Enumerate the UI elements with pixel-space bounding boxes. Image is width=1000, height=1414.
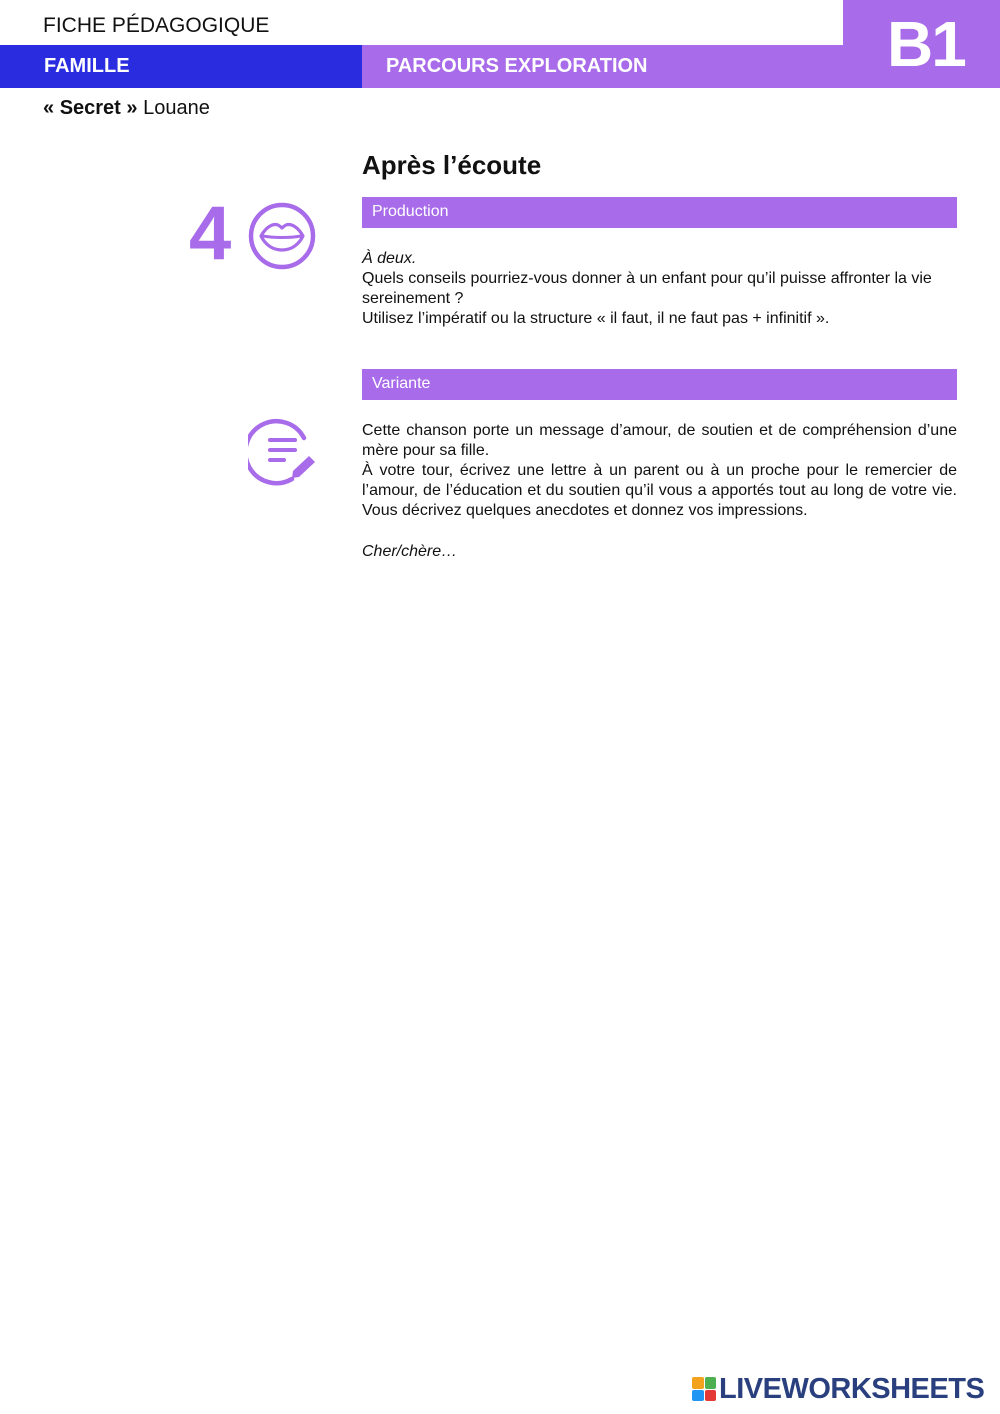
production-label: Production xyxy=(372,203,449,220)
production-intro: À deux. xyxy=(362,250,417,267)
song-title: Secret xyxy=(59,97,121,119)
parcours-label: PARCOURS EXPLORATION xyxy=(386,55,648,77)
song-open-quote: « xyxy=(43,97,60,119)
liveworksheets-wordmark: LIVEWORKSHEETS xyxy=(719,1372,985,1405)
document-type: FICHE PÉDAGOGIQUE xyxy=(43,14,270,37)
production-instruction: Utilisez l’impératif ou la structure « il faut, il ne faut pas + infinitif ». xyxy=(362,310,830,327)
variante-text xyxy=(362,421,957,521)
letter-opening: Cher/chère… xyxy=(362,543,458,560)
production-band xyxy=(362,197,957,228)
logo-tile xyxy=(705,1390,717,1402)
logo-tile xyxy=(692,1390,704,1402)
song-artist: Louane xyxy=(137,97,210,119)
liveworksheets-mark xyxy=(692,1377,716,1401)
logo-tile xyxy=(692,1377,704,1389)
level-label: B1 xyxy=(887,8,965,80)
variante-paragraph-2: À votre tour, écrivez une lettre à un parent ou à un proche pour le remercier de l’amour, de l’éducation et du soutien qu’il vous a apportés tout au long de votre vie. Vous décrivez quelques anecdotes et donnez vos impressions. xyxy=(362,462,957,519)
liveworksheets-logo xyxy=(692,1373,984,1405)
variante-paragraph-1: Cette chanson porte un message d’amour, de soutien et de compréhension d’une mère pour sa fille. xyxy=(362,422,957,459)
song-close-quote: » xyxy=(120,97,138,119)
variante-band xyxy=(362,369,957,400)
song-reference xyxy=(43,97,210,120)
section-title: Après l’écoute xyxy=(362,150,542,180)
writing-icon xyxy=(248,416,318,486)
production-text xyxy=(362,249,957,329)
theme-label: FAMILLE xyxy=(44,55,130,77)
logo-tile xyxy=(705,1377,717,1389)
variante-label: Variante xyxy=(372,375,431,392)
lips-icon xyxy=(248,202,316,270)
production-question: Quels conseils pourriez-vous donner à un enfant pour qu’il puisse affronter la vie sereinement ? xyxy=(362,270,932,307)
activity-number: 4 xyxy=(189,191,232,276)
